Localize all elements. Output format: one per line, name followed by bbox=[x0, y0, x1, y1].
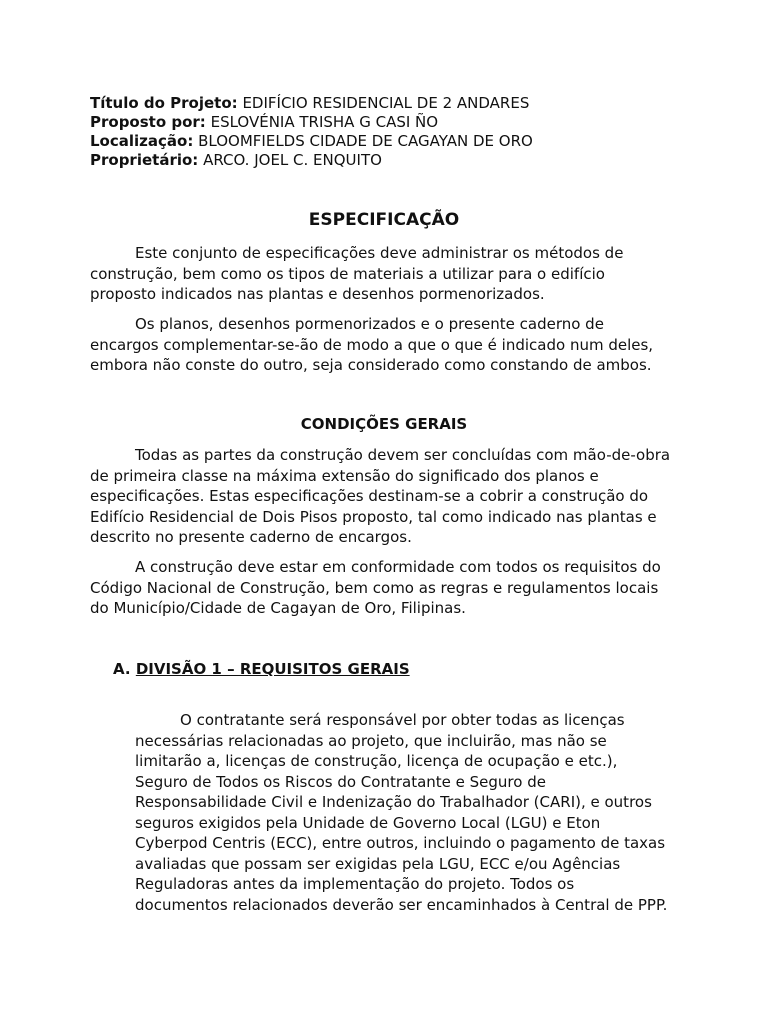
general-paragraph-2 bbox=[90, 557, 690, 619]
project-title-value: EDIFÍCIO RESIDENCIAL DE 2 ANDARES bbox=[242, 94, 530, 112]
location-label: Localização: bbox=[90, 132, 194, 150]
paragraph-line: Seguro de Todos os Riscos do Contratante e Seguro de bbox=[135, 772, 546, 791]
division-title: DIVISÃO 1 – REQUISITOS GERAIS bbox=[135, 660, 410, 678]
paragraph-line: necessárias relacionadas ao projeto, que incluirão, mas não se bbox=[135, 731, 607, 750]
division-paragraph bbox=[135, 710, 667, 915]
project-title-label: Título do Projeto: bbox=[90, 94, 238, 112]
proposed-by-row bbox=[90, 113, 533, 132]
owner-value: ARCO. JOEL C. ENQUITO bbox=[203, 151, 382, 169]
paragraph-line: do Município/Cidade de Cagayan de Oro, Filipinas. bbox=[90, 599, 466, 617]
general-conditions-heading: CONDIÇÕES GERAIS bbox=[300, 415, 468, 433]
paragraph-line: Responsabilidade Civil e Indenização do Trabalhador (CARI), e outros bbox=[135, 793, 652, 811]
paragraph-line: limitarão a, licenças de construção, licença de ocupação e etc.), bbox=[135, 752, 618, 770]
paragraph-line: O contratante será responsável por obter todas as licenças bbox=[180, 711, 625, 729]
general-paragraph-1 bbox=[90, 445, 690, 548]
paragraph-line: descrito no presente caderno de encargos. bbox=[90, 528, 412, 546]
owner-label: Proprietário: bbox=[90, 151, 199, 169]
division-letter: A. bbox=[113, 660, 131, 678]
paragraph-line: Reguladoras antes da implementação do projeto. Todos os bbox=[135, 875, 575, 893]
paragraph-line: embora não conste do outro, seja considerado como constando de ambos. bbox=[90, 356, 652, 374]
paragraph-line: Os planos, desenhos pormenorizados e o presente caderno de bbox=[135, 315, 604, 333]
paragraph-line: encargos complementar-se-ão de modo a que o que é indicado num deles, bbox=[90, 335, 654, 354]
paragraph-line: seguros exigidos pela Unidade de Governo Local (LGU) e Eton bbox=[135, 813, 601, 832]
division-heading bbox=[113, 660, 410, 678]
paragraph-line: Todas as partes da construção devem ser concluídas com mão-de-obra bbox=[135, 446, 671, 464]
proposed-by-label: Proposto por: bbox=[90, 113, 206, 131]
intro-paragraph-1 bbox=[90, 243, 690, 305]
paragraph-line: documentos relacionados deverão ser encaminhados à Central de PPP. bbox=[135, 895, 668, 914]
paragraph-line: especificações. Estas especificações destinam-se a cobrir a construção do bbox=[90, 487, 649, 505]
page-title: ESPECIFICAÇÃO bbox=[308, 210, 460, 230]
location-row bbox=[90, 132, 533, 151]
paragraph-line: construção, bem como os tipos de materiais a utilizar para o edifício bbox=[90, 264, 605, 283]
owner-row bbox=[90, 151, 533, 170]
paragraph-line: Código Nacional de Construção, bem como as regras e regulamentos locais bbox=[90, 578, 659, 597]
paragraph-line: A construção deve estar em conformidade com todos os requisitos do bbox=[135, 558, 661, 576]
project-title-row bbox=[90, 94, 533, 113]
paragraph-line: de primeira classe na máxima extensão do significado dos planos e bbox=[90, 466, 599, 485]
paragraph-line: Edifício Residencial de Dois Pisos proposto, tal como indicado nas plantas e bbox=[90, 507, 657, 526]
project-header bbox=[90, 94, 533, 170]
paragraph-line: proposto indicados nas plantas e desenhos pormenorizados. bbox=[90, 285, 545, 303]
intro-paragraph-2 bbox=[90, 314, 690, 376]
paragraph-line: Este conjunto de especificações deve administrar os métodos de bbox=[135, 244, 624, 262]
paragraph-line: avaliadas que possam ser exigidas pela LGU, ECC e/ou Agências bbox=[135, 854, 621, 873]
location-value: BLOOMFIELDS CIDADE DE CAGAYAN DE ORO bbox=[198, 132, 533, 150]
paragraph-line: Cyberpod Centris (ECC), entre outros, incluindo o pagamento de taxas bbox=[135, 834, 666, 852]
proposed-by-value: ESLOVÉNIA TRISHA G CASI ÑO bbox=[210, 113, 439, 131]
